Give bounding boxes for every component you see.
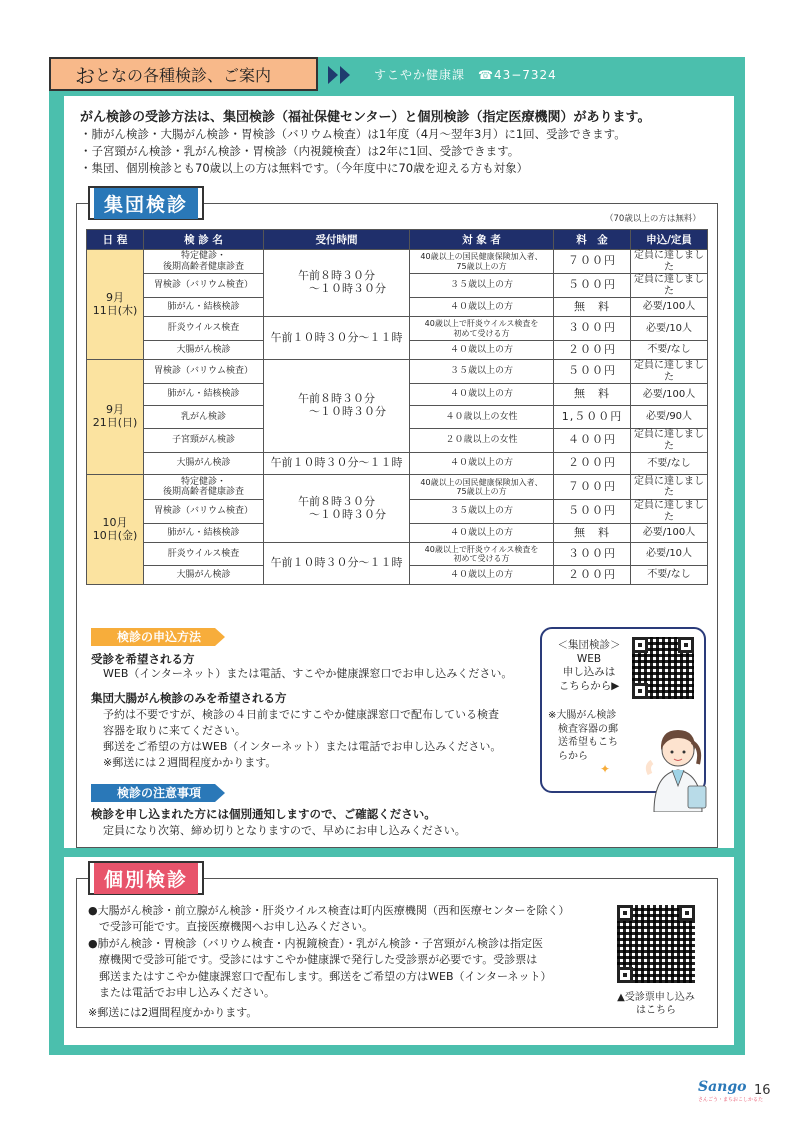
page-number: 16 [754,1083,771,1098]
free-note: （70歳以上の方は無料） [605,214,701,224]
capacity-cell: 定員に達しました [631,250,708,274]
col-header-fee: 料 金 [554,230,631,250]
exam-name-cell: 大腸がん検診 [144,453,264,475]
apply-heading [91,628,225,646]
capacity-cell: 定員に達しました [631,360,708,384]
callout-note [548,709,638,763]
callout-note-line: 検査容器の郵 [548,723,618,735]
fee-cell: 無 料 [554,384,631,406]
callout-line: 申し込みは [562,666,616,679]
fee-cell: ５００円 [554,360,631,384]
col-header-name: 検 診 名 [144,230,264,250]
apply-sub1: 受診を希望される方 [91,652,195,666]
callout-line: ＜集団検診＞ [557,639,621,651]
individual-line: 療機関で受診可能です。受診にはすこやか健康課で発行した受診票が必要です。受診票は [88,953,538,966]
target-cell: ４０歳以上の方 [410,453,554,475]
col-header-target: 対 象 者 [410,230,554,250]
exam-name-cell: 大腸がん検診 [144,566,264,585]
doctor-illustration [644,712,712,812]
target-cell: 40歳以上で肝炎ウイルス検査を 初めて受ける方 [410,317,554,341]
apply-sub2-line: 郵送をご希望の方はWEB（インターネット）または電話でお申し込みください。 [103,740,502,753]
fee-cell: ４００円 [554,429,631,453]
exam-name-cell: 大腸がん検診 [144,341,264,360]
fee-cell: 無 料 [554,298,631,317]
department-contact: すこやか健康課 ☎43−7324 [374,68,557,82]
capacity-cell: 必要/100人 [631,524,708,543]
individual-line: ※郵送には2週間程度かかります。 [88,1006,258,1019]
sango-logo-sub: さんごう・まちおこしかるた [698,1097,764,1103]
fee-cell: 無 料 [554,524,631,543]
date-cell: 9月 11日(木) [87,250,144,360]
capacity-cell: 必要/90人 [631,406,708,429]
col-header-date: 日 程 [87,230,144,250]
callout-note-line: ※大腸がん検診 [548,710,617,721]
time-cell: 午前１０時３０分～１１時 [264,317,410,360]
exam-name-cell: 特定健診・ 後期高齢者健康診査 [144,250,264,274]
apply-sub2: 集団大腸がん検診のみを希望される方 [91,691,287,705]
callout-note-line: 送希望もこち [548,737,618,748]
intro-line: ・子宮頸がん検診・乳がん検診・胃検診（内視鏡検査）は2年に1回、受診できます。 [80,144,520,158]
table-row [87,453,708,475]
individual-line: ●大腸がん検診・前立腺がん検診・肝炎ウイルス検査は町内医療機関（西和医療センターを除く） [88,904,570,917]
target-cell: ２０歳以上の女性 [410,429,554,453]
exam-name-cell: 肺がん・結核検診 [144,298,264,317]
page-title-first: お [75,63,95,88]
exam-name-cell: 胃検診（バリウム検査） [144,360,264,384]
date-cell: 9月 21日(日) [87,360,144,475]
target-cell: 40歳以上の国民健康保険加入者、 75歳以上の方 [410,475,554,500]
fee-cell: ５００円 [554,274,631,298]
capacity-cell: 定員に達しました [631,274,708,298]
individual-qr-caption: ▲受診票申し込み はこちら [617,992,695,1016]
target-cell: 40歳以上の国民健康保険加入者、 75歳以上の方 [410,250,554,274]
intro-title: がん検診の受診方法は、集団検診（福祉保健センター）と個別検診（指定医療機関）があります。 [80,110,651,125]
page-title-tab [49,57,318,91]
table-row [87,317,708,341]
target-cell: ３５歳以上の方 [410,500,554,524]
time-cell: 午前１０時３０分～１１時 [264,543,410,585]
target-cell: ３５歳以上の方 [410,274,554,298]
individual-line: または電話でお申し込みください。 [88,986,275,999]
table-row [87,475,708,500]
caution-heading [91,784,225,802]
individual-line: ●肺がん検診・胃検診（バリウム検査・内視鏡検査）・乳がん検診・子宮頸がん検診は指定医 [88,937,543,950]
fee-cell: ７００円 [554,250,631,274]
capacity-cell: 必要/100人 [631,384,708,406]
target-cell: ４０歳以上の方 [410,566,554,585]
exam-name-cell: 肺がん・結核検診 [144,524,264,543]
capacity-cell: 不要/なし [631,453,708,475]
target-cell: ４０歳以上の方 [410,298,554,317]
apply-heading-label: 検診の申込方法 [91,628,215,646]
individual-line: で受診可能です。直接医療機関へお申し込みください。 [88,920,374,933]
individual-line: 郵送またはすこやか健康課窓口で配布します。郵送をご希望の方はWEB（インターネット） [88,970,552,983]
exam-name-cell: 胃検診（バリウム検査） [144,500,264,524]
col-header-time: 受付時間 [264,230,410,250]
fee-cell: ２００円 [554,566,631,585]
capacity-cell: 定員に達しました [631,429,708,453]
exam-name-cell: 特定健診・ 後期高齢者健康診査 [144,475,264,500]
target-cell: 40歳以上で肝炎ウイルス検査を 初めて受ける方 [410,543,554,566]
apply-sub2-line: 容器を取りに来てください。 [103,724,246,737]
target-cell: ３５歳以上の方 [410,360,554,384]
caution-text: 定員になり次第、締め切りとなりますので、早めにお申し込みください。 [103,824,466,837]
fee-cell: ２００円 [554,453,631,475]
callout-line: WEB [576,652,602,665]
time-cell: 午前８時３０分 ～１０時３０分 [264,250,410,317]
target-cell: ４０歳以上の方 [410,384,554,406]
group-badge [88,186,204,220]
date-cell: 10月 10日(金) [87,475,144,585]
caution-bold: 検診を申し込まれた方には個別通知しますので、ご確認ください。 [91,807,436,821]
table-row [87,543,708,566]
time-cell: 午前８時３０分 ～１０時３０分 [264,360,410,453]
apply-sub2-line: 予約は不要ですが、検診の４日前までにすこやか健康課窓口で配布している検査 [103,708,499,721]
exam-name-cell: 子宮頸がん検診 [144,429,264,453]
caution-heading-label: 検診の注意事項 [91,784,215,802]
time-cell: 午前１０時３０分～１１時 [264,453,410,475]
capacity-cell: 不要/なし [631,341,708,360]
exam-name-cell: 肝炎ウイルス検査 [144,317,264,341]
exam-name-cell: 肝炎ウイルス検査 [144,543,264,566]
sango-logo: Sango [698,1079,747,1095]
page-title: となの各種検診、ご案内 [95,65,272,85]
capacity-cell: 必要/10人 [631,317,708,341]
apply-sub2-line: ※郵送には２週間程度かかります。 [103,756,277,769]
exam-name-cell: 肺がん・結核検診 [144,384,264,406]
fee-cell: ３００円 [554,543,631,566]
callout-note-line: らから [548,750,588,762]
schedule-table [86,229,708,585]
fee-cell: 1,５００円 [554,406,631,429]
exam-name-cell: 胃検診（バリウム検査） [144,274,264,298]
target-cell: ４０歳以上の方 [410,341,554,360]
apply-sub1-text: WEB（インターネット）または電話、すこやか健康課窓口でお申し込みください。 [103,667,513,680]
exam-name-cell: 乳がん検診 [144,406,264,429]
col-header-capacity: 申込/定員 [631,230,708,250]
table-row [87,360,708,384]
fee-cell: ５００円 [554,500,631,524]
callout-text [552,639,626,694]
individual-qr-code[interactable] [617,905,695,983]
fee-cell: ２００円 [554,341,631,360]
individual-badge [88,861,204,895]
fee-cell: ７００円 [554,475,631,500]
time-cell: 午前８時３０分 ～１０時３０分 [264,475,410,543]
capacity-cell: 定員に達しました [631,475,708,500]
capacity-cell: 必要/10人 [631,543,708,566]
group-badge-label: 集団検診 [94,188,198,219]
fee-cell: ３００円 [554,317,631,341]
capacity-cell: 不要/なし [631,566,708,585]
table-row [87,250,708,274]
sparkle-icon: ✦ [600,762,611,776]
chevron-right-icon [328,62,358,88]
capacity-cell: 必要/100人 [631,298,708,317]
target-cell: ４０歳以上の女性 [410,406,554,429]
target-cell: ４０歳以上の方 [410,524,554,543]
web-apply-qr-code[interactable] [632,637,694,699]
capacity-cell: 定員に達しました [631,500,708,524]
individual-badge-label: 個別検診 [94,863,198,894]
intro-line: ・集団、個別検診とも70歳以上の方は無料です。（今年度中に70歳を迎える方も対象） [80,161,529,175]
callout-line: こちらから▶ [558,679,620,692]
intro-line: ・肺がん検診・大腸がん検診・胃検診（バリウム検査）は1年度（4月～翌年3月）に1回、受診できます。 [80,127,626,141]
